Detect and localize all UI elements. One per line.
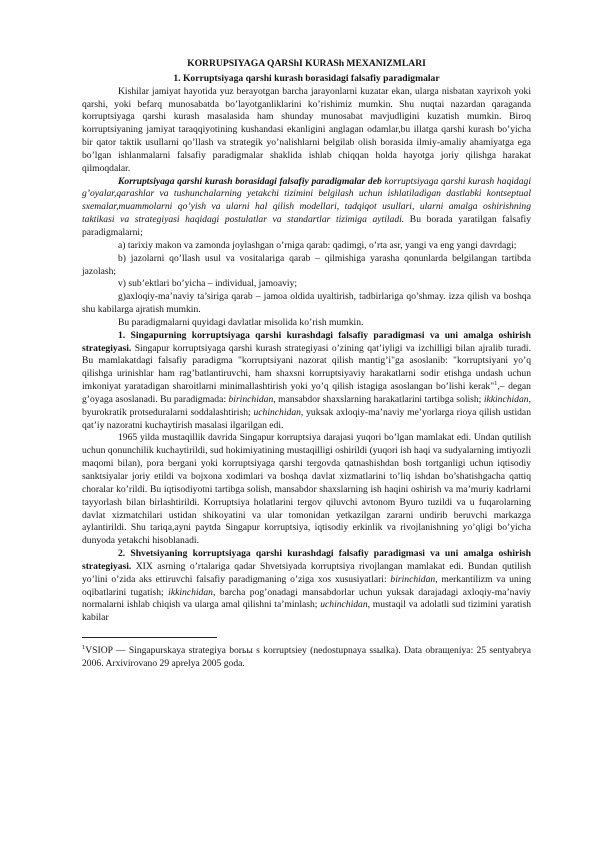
footnote — [82, 645, 531, 671]
paragraph: 1965 yilda mustaqillik davrida Singapur korruptsiya darajasi yuqori bo’lgan mamlakat edi. Undan qutilish uchun qonunchilik kuchaytirildi, sud hokimiyatining mustaqilligi oshirildi (yuqori ish haqi va sudyalarning imtiyozli maqomi bilan), pora bergani yoki korruptsiyaga qarshi tergovda qatnashishdan bosh tortganligi uchun iqtisodiy sanktsiyalar joriy etildi va bojxona xodimlari va boshqa davlat xizmatlarini to’liq ishdan bo’shatishgacha qattiq choralar ko’rildi. Bu iqtisodiyotni tartibga solish, mansabdor shaxslarning ish haqini oshirish va ma’muriy kadrlarni tayyorlash bilan birlashtirildi. Korruptsiya holatlarini tergov qiluvchi avtonom Byuro tuzildi va u fuqarolarning davlat xizmatchilari ustidan shikoyatini va ular tomonidan yetkazilgan zararni undirib beruvchi markazga aylantirildi. Shu tariqa,ayni paytda Singapur korruptsiya, iqtisodiy erkinlik va rivojlanishning yo’qligi bo’yicha dunyoda yetakchi hisoblanadi. — [82, 432, 531, 547]
emphasis-text: uchinchidan — [253, 406, 301, 418]
paragraph-text: Bu borada yaratilgan falsafiy paradigmalarni; — [82, 214, 532, 238]
paragraph-text: XIX asrning o’rtalariga qadar Shvetsiyada korruptsiya rivojlangan mamlakat edi. Bundan qutilish yo’lini o’zida aks ettiruvchi falsafiy paradigmaning o’ziga xos xususiyatlari: — [82, 560, 531, 585]
list-item: g)axloqiy-ma’naviy ta’siriga qarab – jamoa oldida uyaltirish, tadbirlariga qo’shmay. izza qilish va boshqa shu kabilarga ajratish mumkin. — [82, 291, 531, 316]
paragraph — [82, 176, 531, 240]
footnote-marker: 1 — [82, 643, 86, 651]
paragraph-text: , merkantilizm va uning oqibatlarini tugatish; — [82, 573, 531, 598]
document-page — [82, 58, 531, 671]
footnote-text: VSIOP — Singapurskaya strategiya borьы s korruptsiey (nedostupnaya ssыlka). Data obraщeniya: 25 sentyabrya 2006. Arxivirovano 29 aprelya 2005 goda. — [82, 645, 531, 669]
paragraph: Bu paradigmalarni quyidagi davlatlar misolida ko’rish mumkin. — [118, 316, 364, 328]
paragraph-text: Singapur korruptsiyaga qarshi kurash strategiyasi o’zining qat’iyligi va izchilligi bilan ajralib turadi. Bu mamlakatdagi falsafiy paradigma "korruptsiyani nazorat qilish mantig’i"ga asoslanib: "korruptsiyani yo’q qilishga urinishlar ham rag’batlantiruvchi, ham shaxsni korruptsiyaviy harakatlarni sodir etishga undash uchun imkoniyat yaratadigan sharoitlarni minimallashtirish yoki yo’q qilish istagiga asoslangan bo’lishi kerak" — [82, 342, 531, 393]
definition-term: Korruptsiyaga qarshi kurash borasidagi falsafiy paradigmalar deb — [118, 175, 382, 187]
section-heading-inline: 1. Singapurning korruptsiyaga qarshi kurashdagi falsafiy paradigmasi va uni amalga oshirish strategiyasi. — [82, 329, 531, 354]
paragraph-text: ,– degan g’oyaga asoslanadi. Bu paradigmada: — [82, 381, 531, 405]
list-item: v) sub’ektlari bo’yicha – individual, jamoaviy; — [118, 278, 298, 290]
list-item: b) jazolarni qo’llash usul va vositalariga qarab – qilmishiga yarasha qonunlarda belgilangan tartibda jazolash; — [82, 252, 531, 277]
emphasis-text: ikkinchidan — [168, 586, 213, 598]
footnote-divider — [82, 637, 217, 638]
list-item: a) tarixiy makon va zamonda joylashgan o’rniga qarab: qadimgi, o’rta asr, yangi va eng yangi davrdagi; — [118, 239, 517, 251]
paragraph — [82, 330, 531, 433]
definition-text: korruptsiyaga qarshi kurash haqidagi g’oyalar,qarashlar va tushunchalarning yetakchi tizimini belgilash uchun ishlatiladigan dastlabki kontseptual sxemalar,muammolarni qo’yish va ularni hal qilish modellari, tadqiqot usullari, ularni amalga oshirishning taktikasi va strategiyasi haqidagi postulatlar va standartlar tizimiga aytiladi. — [82, 175, 531, 226]
paragraph-text: , mansabdor shaxslarning harakatlarini tartibga solish; — [273, 393, 482, 405]
footnote-reference[interactable]: 1 — [494, 379, 498, 387]
emphasis-text: birinchidan — [228, 393, 274, 405]
document-title: KORRUPSIYAGA QARShI KURASh MEXANIZMLARI — [187, 58, 426, 69]
emphasis-text: birinchidan — [390, 573, 436, 585]
emphasis-text: ikkinchidan — [483, 393, 529, 405]
section-heading-inline: 2. Shvetsiyaning korruptsiyaga qarshi kurashdagi falsafiy paradigmasi va uni amalga oshirish strategiyasi. — [82, 548, 531, 572]
paragraph — [82, 548, 531, 625]
paragraph: Kishilar jamiyat hayotida yuz berayotgan barcha jarayonlarni kuzatar ekan, ularga nisbatan xayrixoh yoki qarshi, yoki befarq munosabatda bo’layotganliklarini ko’rishimiz mumkin. Shu nuqtai nazardan qaraganda korruptsiyaga qarshi kurash masalasida ham shunday munosabat mavjudligini kuzatish mumkin. Biroq korruptsiyaning jamiyat taraqqiyotining kushandasi ekanligini anglagan odamlar,bu illatga qarshi kurash bo’yicha bir qator taktik usullarni qo’llash va strategik yo’nalishlarni belgilab olish borasida ilmiy-amaliy ahamiyatga ega bo’lgan ishlanmalarni falsafiy paradigmalar shaklida ishlab chiqqan holda hayotga joriy qilishga harakat qilmoqdalar. — [82, 85, 531, 174]
emphasis-text: uchinchidan — [320, 599, 368, 611]
paragraph-text: , mustaqil va adolatli sud tizimini yaratish kabilar — [82, 599, 532, 624]
paragraph-text: , barcha pog’onadagi mansabdorlar uchun yuksak darajadagi axloqiy-ma’naviy normalarni ishlab chiqish va ularga amal qilishni ta’minlash; — [82, 586, 531, 611]
paragraph-text: , byurokratik protseduralarni soddalashtirish; — [82, 393, 531, 418]
paragraph-text: , yuksak axloqiy-ma’naviy me’yorlarga rioya qilish ustidan qat’iy nazoratni kuchaytirish masalasi ilgarilgan edi. — [82, 406, 531, 431]
section-heading: 1. Korruptsiyaga qarshi kurash borasidagi falsafiy paradigmalar — [173, 72, 440, 84]
